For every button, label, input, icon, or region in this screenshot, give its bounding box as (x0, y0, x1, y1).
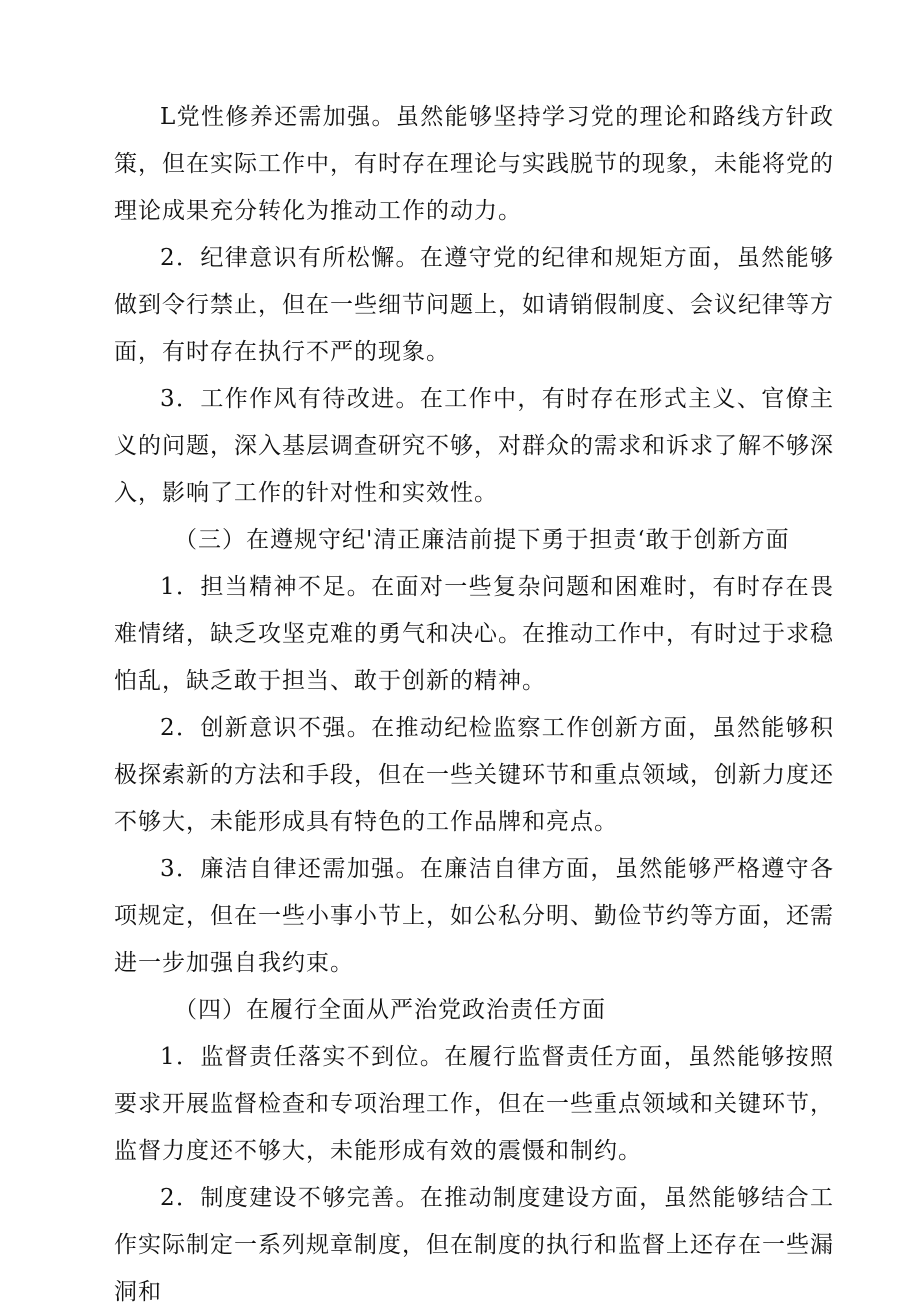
paragraph-integrity-discipline: 3．廉洁自律还需加强。在廉洁自律方面，虽然能够严格遵守各项规定，但在一些小事小节上，如公私分明、勤俭节约等方面，还需进一步加强自我约束。 (114, 856, 834, 976)
paragraph-innovation-awareness: 2．创新意识不强。在推动纪检监察工作创新方面，虽然能够积极探索新的方法和手段，但在一些关键环节和重点领域，创新力度还不够大，未能形成具有特色的工作品牌和亮点。 (114, 715, 834, 835)
paragraph-system-building: 2．制度建设不够完善。在推动制度建设方面，虽然能够结合工作实际制定一系列规章制度，但在制度的执行和监督上还存在一些漏洞和 (114, 1185, 834, 1305)
section-heading-4: （四）在履行全面从严治党政治责任方面 (174, 997, 606, 1023)
paragraph-supervision-responsibility: 1．监督责任落实不到位。在履行监督责任方面，虽然能够按照要求开展监督检查和专项治理工作，但在一些重点领域和关键环节，监督力度还不够大，未能形成有效的震慑和制约。 (114, 1044, 834, 1164)
paragraph-responsibility-spirit: 1．担当精神不足。在面对一些复杂问题和困难时，有时存在畏难情绪，缺乏攻坚克难的勇气和决心。在推动工作中，有时过于求稳怕乱，缺乏敢于担当、敢于创新的精神。 (114, 574, 834, 694)
paragraph-discipline-awareness: 2．纪律意识有所松懈。在遵守党的纪律和规矩方面，虽然能够做到令行禁止，但在一些细节问题上，如请销假制度、会议纪律等方面，有时存在执行不严的现象。 (114, 245, 834, 365)
paragraph-work-style: 3．工作作风有待改进。在工作中，有时存在形式主义、官僚主义的问题，深入基层调查研究不够，对群众的需求和诉求了解不够深入，影响了工作的针对性和实效性。 (114, 386, 834, 506)
section-heading-3: （三）在遵规守纪'清正廉洁前提下勇于担责‘敢于创新方面 (174, 527, 790, 553)
paragraph-party-cultivation: L党性修养还需加强。虽然能够坚持学习党的理论和路线方针政策，但在实际工作中，有时存在理论与实践脱节的现象，未能将党的理论成果充分转化为推动工作的动力。 (114, 104, 834, 224)
document-body (114, 94, 834, 1316)
